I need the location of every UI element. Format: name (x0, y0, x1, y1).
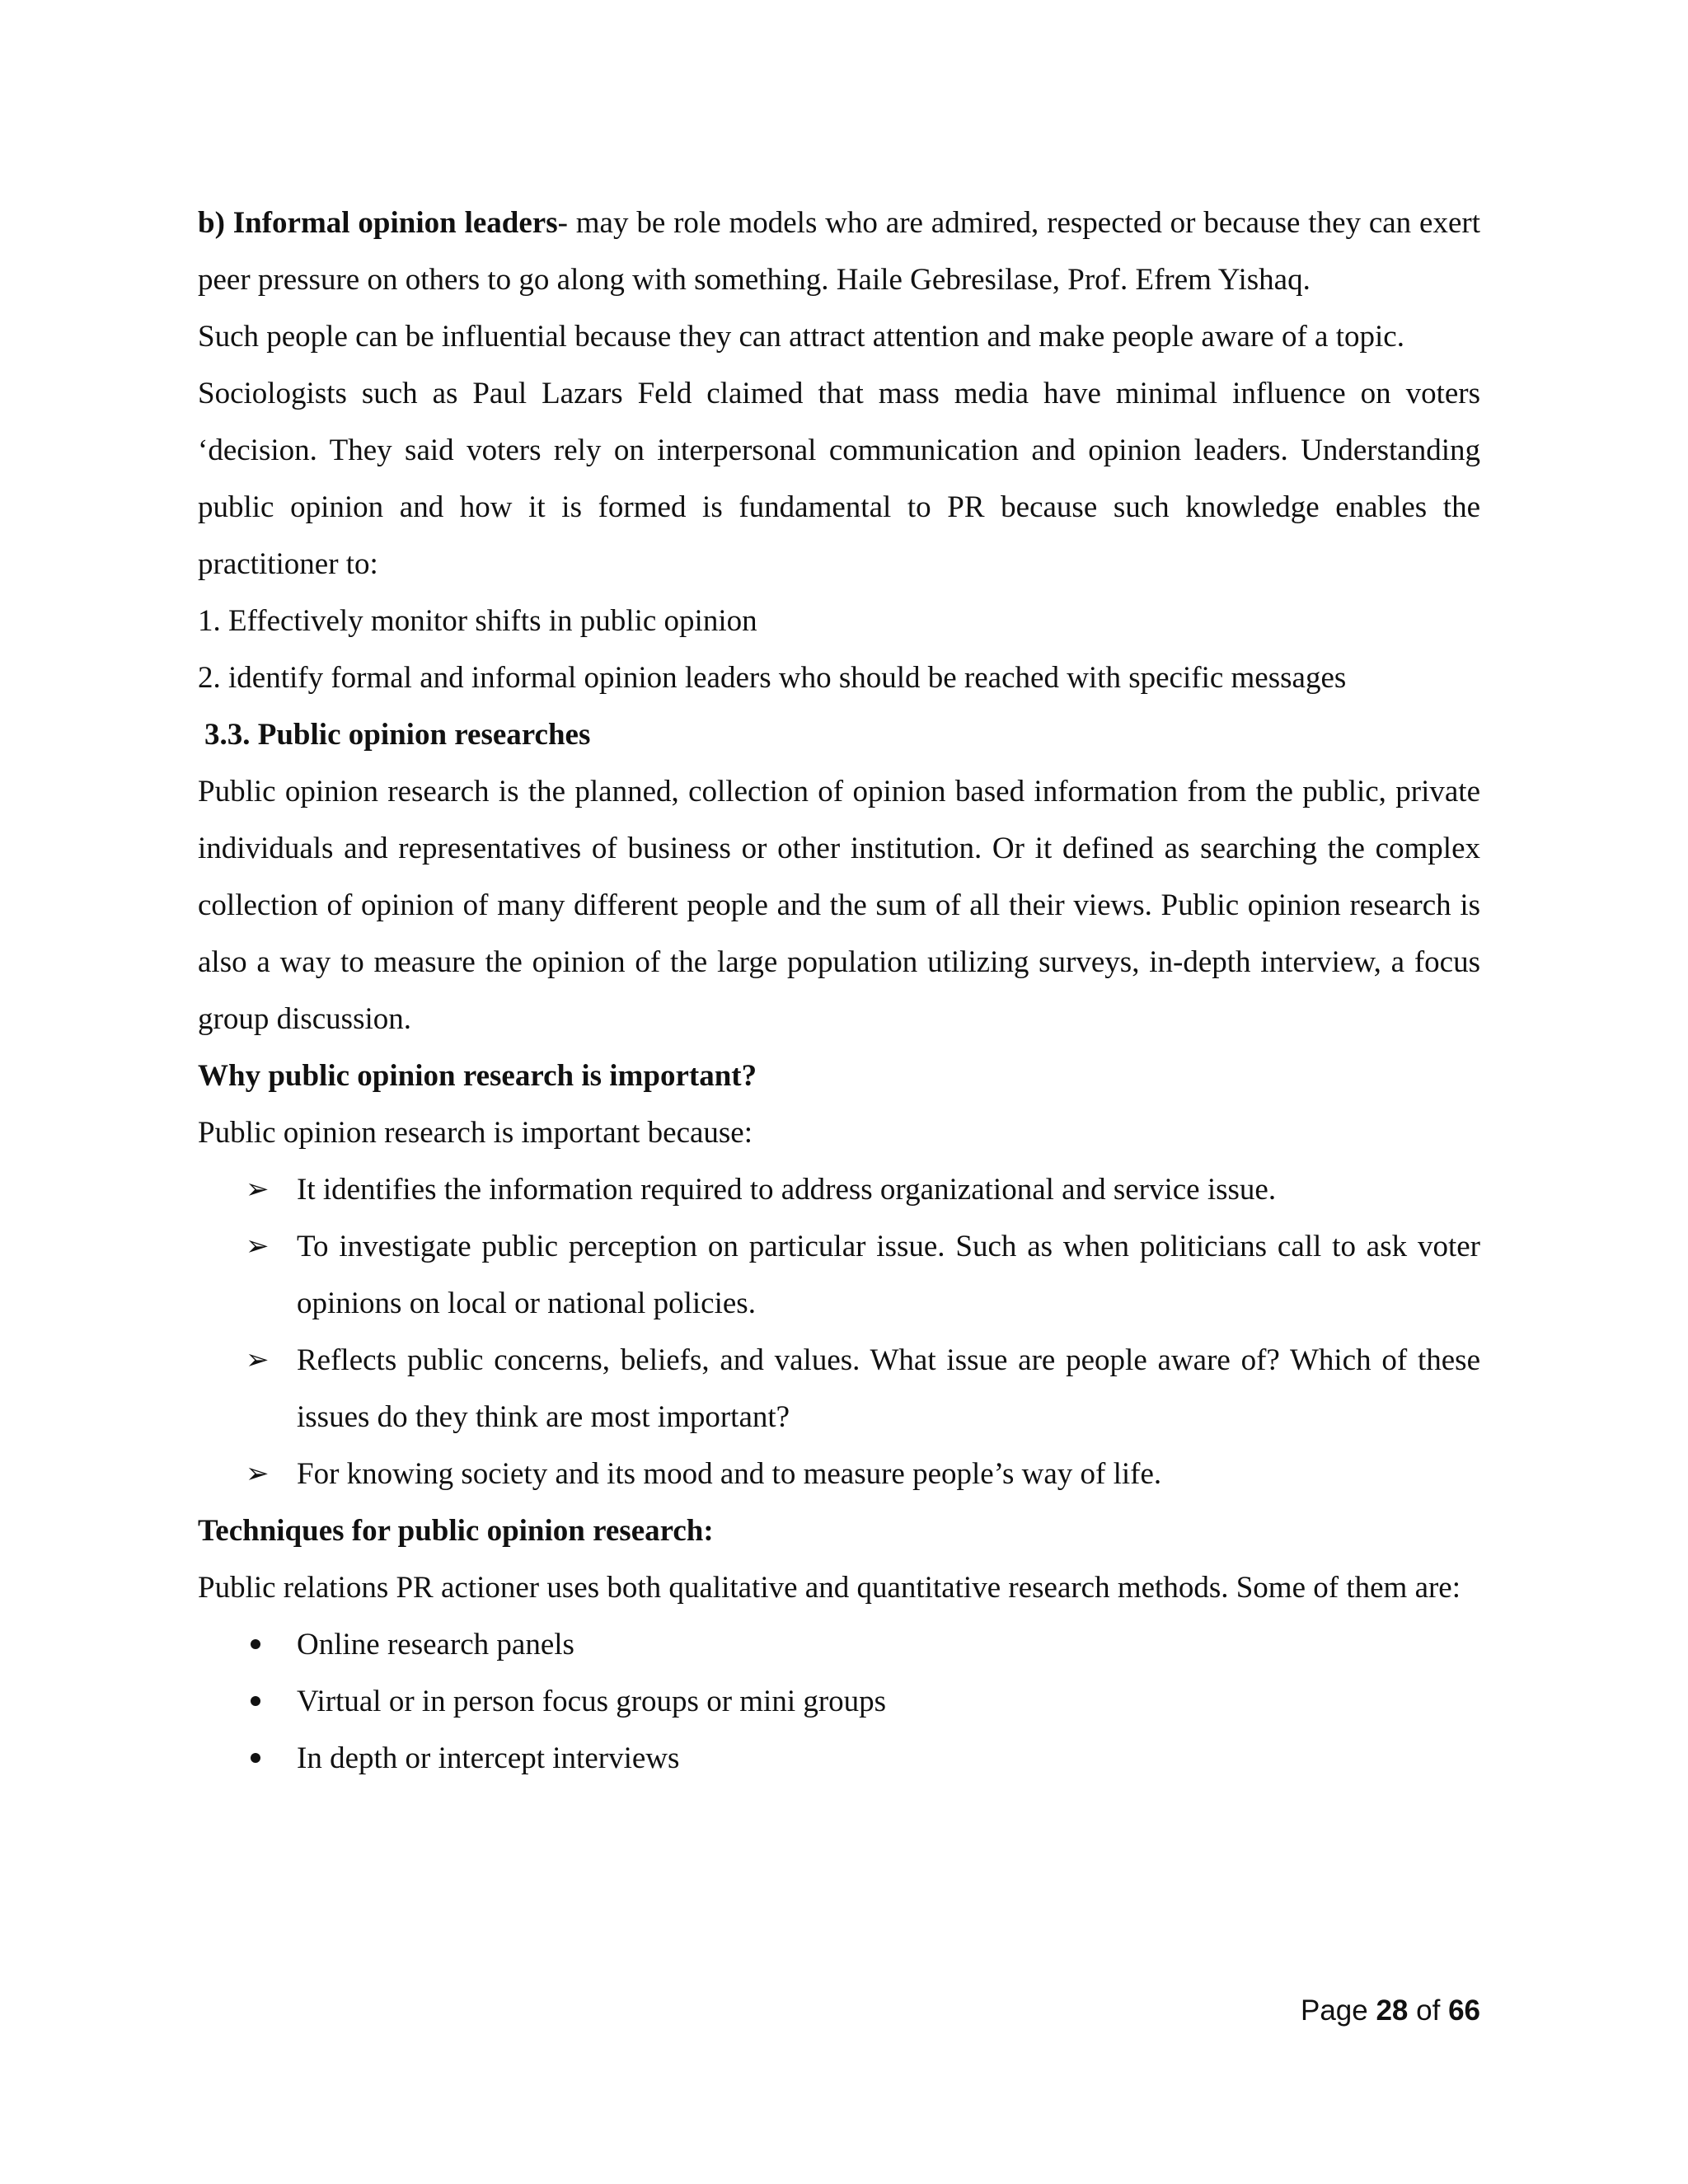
list-item-text: Virtual or in person focus groups or mini groups (297, 1685, 887, 1718)
list-item-text: In depth or intercept interviews (297, 1741, 680, 1775)
list-item (246, 1161, 1480, 1218)
section-b-paragraph (198, 194, 1480, 308)
list-item (297, 1730, 1480, 1787)
section-b-text: - may be role models who are admired, respected or because they can exert peer pressure on others to go along with something. Haile Gebresilase, Prof. Efrem Yishaq. (198, 206, 1480, 297)
section-3-3-heading: 3.3. Public opinion researches (204, 718, 591, 752)
list-item (246, 1446, 1480, 1502)
list-item-text: It identifies the information required to address organizational and service issue. (297, 1173, 1277, 1207)
page-content (198, 194, 1480, 1787)
techniques-intro: Public relations PR actioner uses both qualitative and quantitative research methods. Some of them are: (198, 1571, 1461, 1605)
section-3-3-paragraph: Public opinion research is the planned, collection of opinion based information from the public, private individuals and representatives of business or other institution. Or it defined as searching the complex collection of opinion of many different people and the sum of all their views. Public opinion research is also a way to measure the opinion of the large population utilizing surveys, in-depth interview, a focus group discussion. (198, 775, 1480, 1036)
bullet-dot-icon (251, 1696, 260, 1706)
arrow-bullet-icon: ➢ (246, 1459, 270, 1489)
why-heading: Why public opinion research is important? (198, 1059, 757, 1093)
of-word: of (1416, 1994, 1441, 2027)
list-item (297, 1616, 1480, 1673)
influence-paragraph: Such people can be influential because they can attract attention and make people aware of a topic. (198, 320, 1404, 354)
list-item-text: For knowing society and its mood and to measure people’s way of life. (297, 1457, 1162, 1491)
numbered-item-1: 1. Effectively monitor shifts in public opinion (198, 604, 757, 638)
techniques-list (198, 1616, 1480, 1787)
why-list (198, 1161, 1480, 1502)
why-intro: Public opinion research is important because: (198, 1116, 753, 1150)
arrow-bullet-icon: ➢ (246, 1345, 270, 1376)
list-item (246, 1218, 1480, 1332)
sociologists-paragraph: Sociologists such as Paul Lazars Feld claimed that mass media have minimal influence on voters ‘decision. They said voters rely on interpersonal communication and opinion leaders. Understanding public opinion and how it is formed is fundamental to PR because such knowledge enables the practitioner to: (198, 377, 1480, 581)
list-item-text: To investigate public perception on particular issue. Such as when politicians call to ask voter opinions on local or national policies. (297, 1230, 1480, 1320)
arrow-bullet-icon: ➢ (246, 1174, 270, 1205)
page-number: 28 (1376, 1994, 1409, 2027)
page-footer (1301, 1994, 1480, 2027)
section-b-label: b) Informal opinion leaders (198, 206, 558, 240)
techniques-heading: Techniques for public opinion research: (198, 1514, 714, 1548)
numbered-item-2: 2. identify formal and informal opinion leaders who should be reached with specific messages (198, 661, 1347, 695)
arrow-bullet-icon: ➢ (246, 1231, 270, 1262)
total-pages: 66 (1448, 1994, 1480, 2027)
list-item (246, 1332, 1480, 1446)
bullet-dot-icon (251, 1753, 260, 1763)
bullet-dot-icon (251, 1639, 260, 1649)
list-item-text: Online research panels (297, 1628, 574, 1661)
list-item-text: Reflects public concerns, beliefs, and values. What issue are people aware of? Which of these issues do they think are most important? (297, 1343, 1480, 1434)
list-item (297, 1673, 1480, 1730)
page-word: Page (1300, 1994, 1368, 2027)
